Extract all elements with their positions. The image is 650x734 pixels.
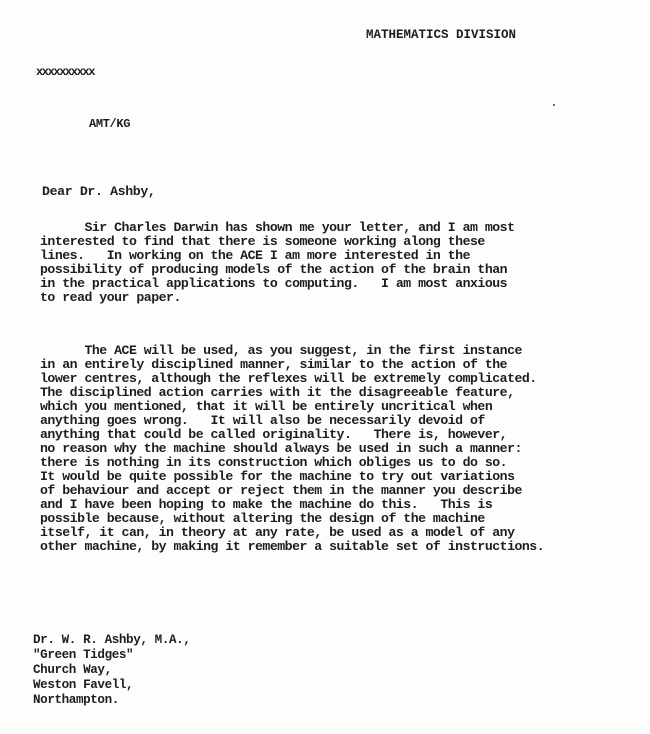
- paragraph-line: and I have been hoping to make the machine do this. This is: [40, 497, 493, 512]
- address-line: Weston Favell,: [33, 678, 134, 692]
- paragraph-line: The ACE will be used, as you suggest, in the first instance: [40, 343, 522, 358]
- paragraph-line: It would be quite possible for the machine to try out variations: [40, 469, 515, 484]
- paragraph-line: anything that could be called originality. There is, however,: [40, 427, 508, 442]
- paragraph-line: no reason why the machine should always be used in such a manner:: [40, 441, 522, 456]
- paragraph-line: in the practical applications to computing. I am most anxious: [40, 276, 508, 291]
- paragraph-1: [40, 221, 514, 305]
- paragraph-2: [40, 344, 544, 554]
- paragraph-line: interested to find that there is someone working along these: [40, 234, 485, 249]
- paragraph-line: in an entirely disciplined manner, similar to the action of the: [40, 357, 508, 372]
- division-heading: MATHEMATICS DIVISION: [366, 28, 517, 42]
- address-line: Church Way,: [33, 663, 112, 677]
- paragraph-line: of behaviour and accept or reject them in the manner you describe: [40, 483, 522, 498]
- paragraph-line: to read your paper.: [40, 290, 181, 305]
- paragraph-line: possibility of producing models of the action of the brain than: [40, 262, 508, 277]
- paragraph-line: lines. In working on the ACE I am more interested in the: [40, 248, 470, 263]
- paragraph-line: other machine, by making it remember a suitable set of instructions.: [40, 539, 545, 554]
- paragraph-line: there is nothing in its construction which obliges us to do so.: [40, 455, 508, 470]
- reference-initials: AMT/KG: [89, 117, 131, 131]
- address-line: Northampton.: [33, 693, 119, 707]
- address-line: Dr. W. R. Ashby, M.A.,: [33, 633, 191, 647]
- struck-out-text: xxxxxxxxxx: [36, 65, 95, 79]
- paragraph-line: The disciplined action carries with it the disagreeable feature,: [40, 385, 515, 400]
- address-line: "Green Tidges": [33, 648, 134, 662]
- paragraph-line: possible because, without altering the design of the machine: [40, 511, 485, 526]
- paragraph-line: which you mentioned, that it will be entirely uncritical when: [40, 399, 493, 414]
- paragraph-line: itself, it can, in theory at any rate, be used as a model of any: [40, 525, 515, 540]
- salutation: Dear Dr. Ashby,: [42, 184, 156, 199]
- paragraph-line: lower centres, although the reflexes will be extremely complicated.: [40, 371, 537, 386]
- paragraph-line: anything goes wrong. It will also be necessarily devoid of: [40, 413, 485, 428]
- ink-speck: [553, 104, 555, 106]
- recipient-address: [33, 633, 190, 708]
- paragraph-line: Sir Charles Darwin has shown me your letter, and I am most: [40, 220, 515, 235]
